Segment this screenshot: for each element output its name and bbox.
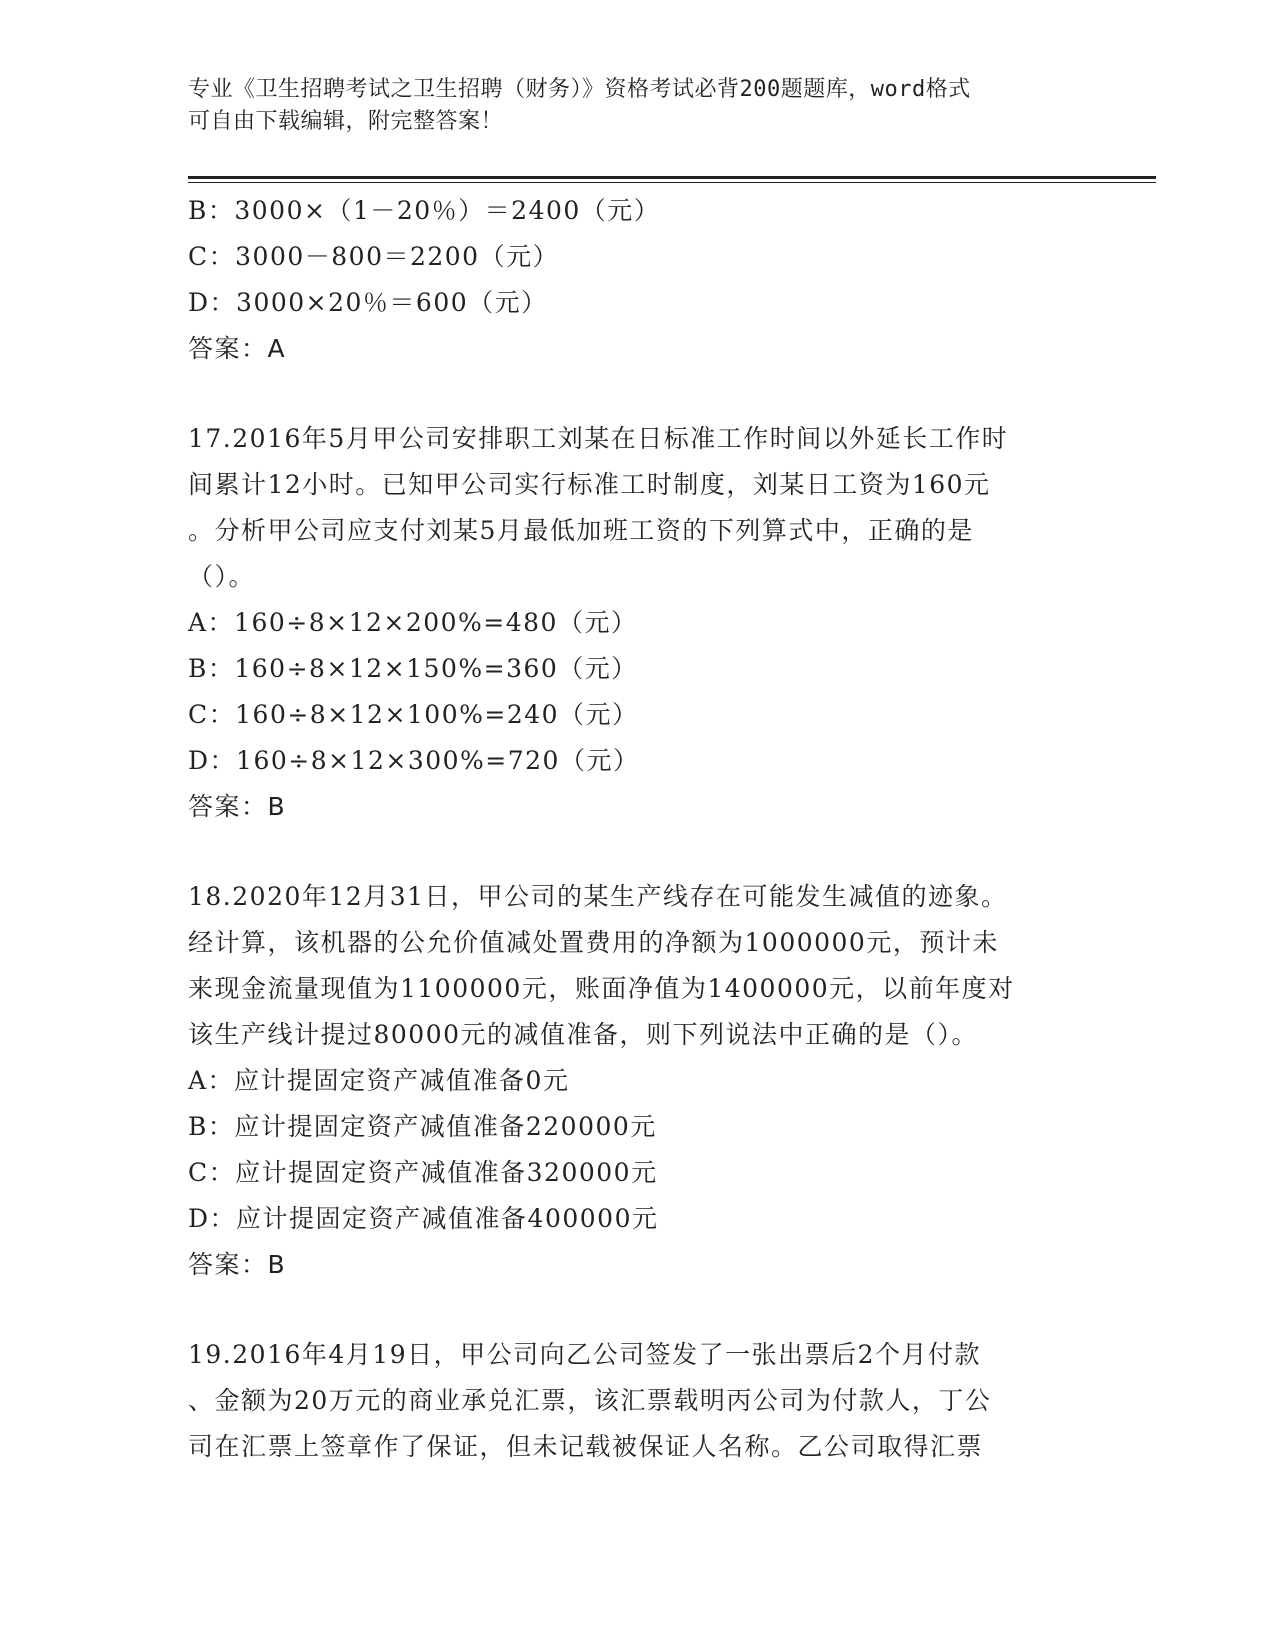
answer: 答案：B <box>188 1250 287 1279</box>
option-d: D：160÷8×12×300%=720（元） <box>188 746 640 775</box>
question-18 <box>188 874 1088 1288</box>
option-c: C：应计提固定资产减值准备320000元 <box>188 1158 658 1187</box>
spacer <box>188 372 1088 416</box>
question-text-line: （）。 <box>188 562 256 591</box>
option-b: B：3000×（1－20％）＝2400（元） <box>188 196 661 225</box>
question-text-line: 。分析甲公司应支付刘某5月最低加班工资的下列算式中，正确的是 <box>188 516 974 545</box>
header-rule-thick <box>188 176 1156 179</box>
question-19 <box>188 1332 1088 1470</box>
header-line-1: 专业《卫生招聘考试之卫生招聘（财务）》资格考试必背200题题库，word格式 <box>188 77 971 102</box>
document-header <box>188 74 1088 138</box>
question-text-line: 、金额为20万元的商业承兑汇票，该汇票载明丙公司为付款人，丁公 <box>188 1386 992 1415</box>
prev-question <box>188 188 1088 372</box>
question-text-line: 经计算，该机器的公允价值减处置费用的净额为1000000元，预计未 <box>188 928 999 957</box>
option-d: D：应计提固定资产减值准备400000元 <box>188 1204 659 1233</box>
option-b: B：160÷8×12×150%=360（元） <box>188 654 638 683</box>
option-c: C：160÷8×12×100%=240（元） <box>188 700 639 729</box>
header-line-2: 可自由下载编辑，附完整答案！ <box>188 109 504 134</box>
question-text-line: 18.2020年12月31日，甲公司的某生产线存在可能发生减值的迹象。 <box>188 882 1008 911</box>
spacer <box>188 1288 1088 1332</box>
option-c: C：3000－800＝2200（元） <box>188 242 560 271</box>
option-a: A：应计提固定资产减值准备0元 <box>188 1066 570 1095</box>
option-a: A：160÷8×12×200%=480（元） <box>188 608 638 637</box>
question-text-line: 19.2016年4月19日，甲公司向乙公司签发了一张出票后2个月付款 <box>188 1340 982 1369</box>
document-body <box>188 188 1088 1470</box>
option-b: B：应计提固定资产减值准备220000元 <box>188 1112 657 1141</box>
answer: 答案：A <box>188 334 287 363</box>
option-d: D：3000×20％＝600（元） <box>188 288 548 317</box>
question-text-line: 17.2016年5月甲公司安排职工刘某在日标准工作时间以外延长工作时 <box>188 424 1009 453</box>
question-text-line: 该生产线计提过80000元的减值准备，则下列说法中正确的是（）。 <box>188 1020 979 1049</box>
question-text-line: 来现金流量现值为1100000元，账面净值为1400000元，以前年度对 <box>188 974 1015 1003</box>
question-text-line: 间累计12小时。已知甲公司实行标准工时制度，刘某日工资为160元 <box>188 470 991 499</box>
question-text-line: 司在汇票上签章作了保证，但未记载被保证人名称。乙公司取得汇票 <box>188 1432 984 1461</box>
spacer <box>188 830 1088 874</box>
question-17 <box>188 416 1088 830</box>
answer: 答案：B <box>188 792 287 821</box>
header-rule-thin <box>188 182 1156 183</box>
